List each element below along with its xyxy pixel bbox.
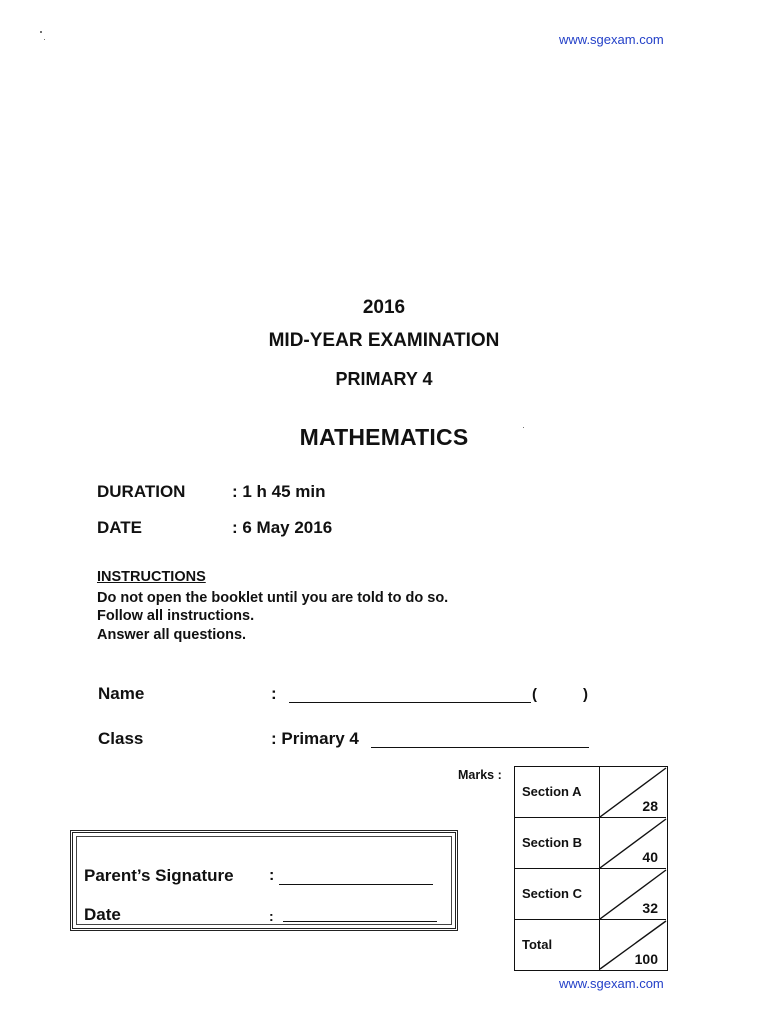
section-a-score-cell[interactable] — [599, 767, 666, 817]
scan-speck — [44, 39, 45, 40]
section-b-label: Section B — [522, 835, 582, 850]
website-link-top[interactable]: www.sgexam.com — [559, 32, 664, 47]
name-colon: : — [271, 684, 277, 703]
total-score-cell[interactable] — [599, 920, 666, 970]
exam-level: PRIMARY 4 — [335, 369, 433, 389]
class-input-line[interactable] — [371, 747, 589, 748]
exam-title: MID-YEAR EXAMINATION — [268, 330, 500, 351]
marks-label: Marks : — [458, 768, 502, 782]
parent-signature-line[interactable] — [279, 884, 433, 885]
parent-signature-box — [70, 830, 458, 931]
class-value: : Primary 4 — [271, 729, 359, 748]
scan-speck — [40, 31, 42, 33]
total-max: 100 — [634, 951, 658, 967]
parent-date-label: Date — [84, 905, 121, 924]
date-value: : 6 May 2016 — [232, 518, 333, 537]
total-label: Total — [522, 937, 553, 952]
section-a-label: Section A — [522, 784, 582, 799]
marks-row-section-a — [515, 767, 666, 818]
section-c-score-cell[interactable] — [599, 869, 666, 919]
exam-year: 2016 — [362, 297, 406, 318]
section-c-label: Section C — [522, 886, 582, 901]
parent-date-colon: : — [269, 908, 274, 924]
marks-row-total — [515, 920, 666, 970]
instruction-line: Answer all questions. — [97, 627, 247, 643]
exam-subject: MATHEMATICS — [299, 424, 469, 450]
name-label: Name — [98, 684, 145, 703]
marks-row-section-b — [515, 818, 666, 869]
register-number-paren-open: ( — [532, 686, 537, 703]
website-link-bottom[interactable]: www.sgexam.com — [559, 976, 664, 991]
marks-row-section-c — [515, 869, 666, 920]
section-a-total: 28 — [642, 798, 658, 814]
section-c-total: 32 — [642, 900, 658, 916]
section-b-score-cell[interactable] — [599, 818, 666, 868]
duration-label: DURATION — [97, 482, 186, 501]
instruction-line: Do not open the booklet until you are told to do so. — [97, 590, 449, 606]
section-b-total: 40 — [642, 849, 658, 865]
class-label: Class — [98, 729, 144, 748]
name-input-line[interactable] — [289, 702, 531, 703]
instructions-heading: INSTRUCTIONS — [97, 569, 206, 585]
parent-signature-label: Parent’s Signature — [84, 866, 234, 885]
parent-date-line[interactable] — [283, 921, 437, 922]
duration-value: : 1 h 45 min — [232, 482, 326, 501]
instruction-line: Follow all instructions. — [97, 608, 255, 624]
parent-signature-colon: : — [269, 867, 275, 884]
date-label: DATE — [97, 518, 143, 537]
register-number-paren-close: ) — [583, 686, 588, 703]
marks-table — [514, 766, 668, 971]
